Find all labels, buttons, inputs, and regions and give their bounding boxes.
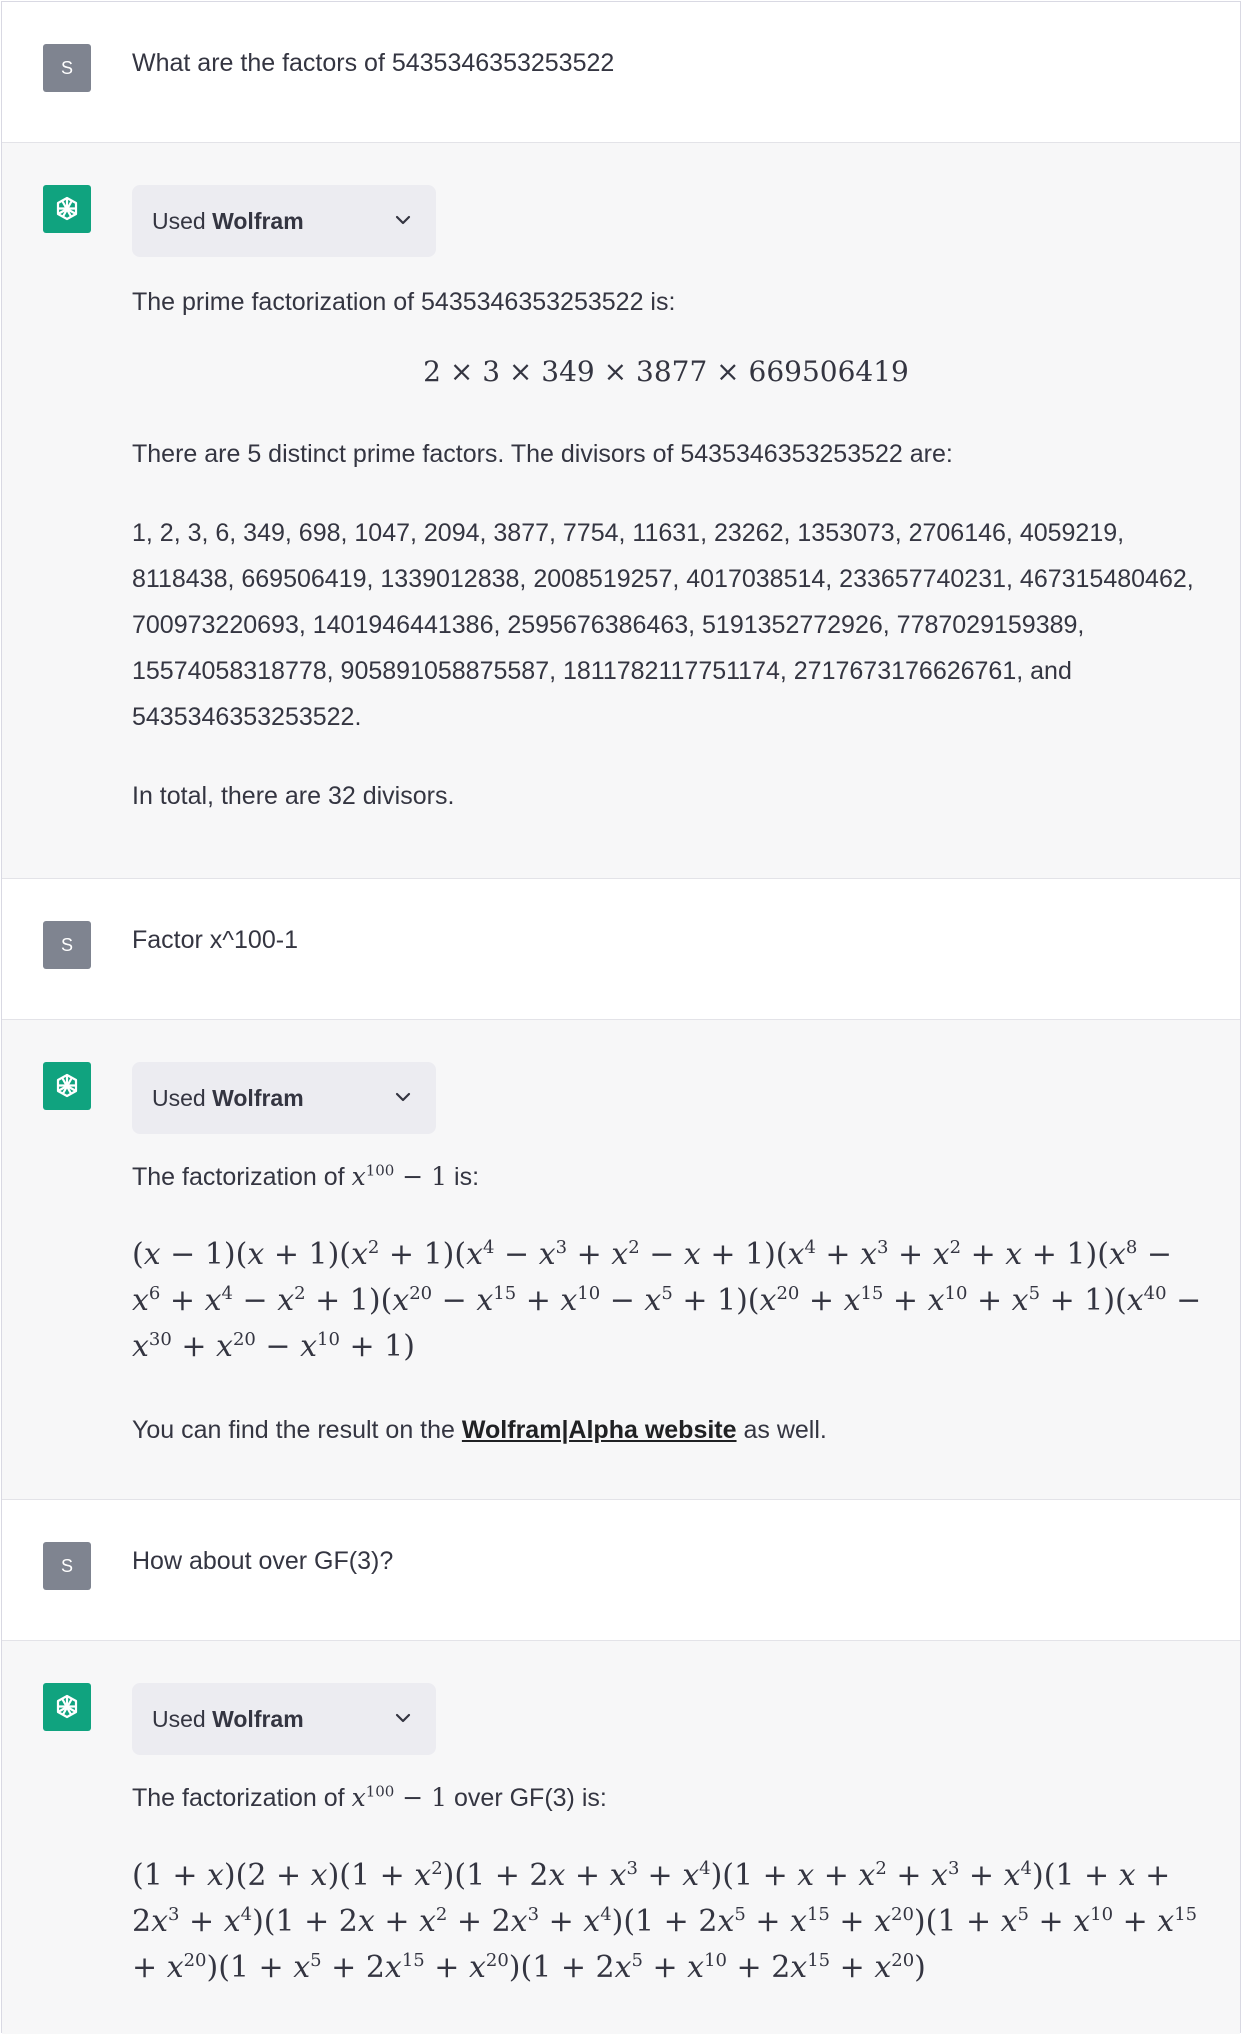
tool-name: Wolfram [212, 1084, 304, 1111]
assistant-message-3 [2, 1641, 1240, 2034]
intro-prefix: The factorization of [132, 1163, 345, 1191]
intro-suffix: is: [454, 1163, 480, 1191]
result-note [132, 1407, 1200, 1453]
user-message-text: Factor x^100-1 [132, 926, 298, 954]
polynomial-expression: $x^{100} - 1$ [351, 1161, 448, 1191]
factorization-intro [132, 1775, 1200, 1821]
assistant-message-2 [2, 1020, 1240, 1500]
tool-name: Wolfram [212, 207, 304, 234]
tool-name: Wolfram [212, 1705, 304, 1732]
user-avatar: S [43, 921, 91, 969]
chevron-down-icon [392, 1707, 414, 1729]
intro-suffix: over GF(3) is: [454, 1784, 607, 1812]
chatgpt-logo-icon [43, 185, 91, 233]
used-wolfram-dropdown[interactable] [132, 1683, 436, 1755]
used-wolfram-dropdown[interactable] [132, 185, 436, 257]
chatgpt-logo-icon [43, 1683, 91, 1731]
divisors-total: In total, there are 32 divisors. [132, 782, 455, 810]
tool-prefix: Used [152, 207, 206, 234]
user-message-text: What are the factors of 5435346353253522 [132, 49, 615, 77]
divisors-intro: There are 5 distinct prime factors. The divisors of 5435346353253522 are: [132, 440, 953, 468]
used-wolfram-dropdown[interactable] [132, 1062, 436, 1134]
factorization-intro [132, 1154, 1200, 1200]
user-message-1 [2, 2, 1240, 143]
divisors-list: 1, 2, 3, 6, 349, 698, 1047, 2094, 3877, 7754, 11631, 23262, 1353073, 2706146, 4059219, 8118438, 669506419, 1339012838, 2008519257, 4017038514, 233657740231, 467315480462, 700973220693, 1401946441386, 2595676386463, 5191352772926, 7787029159389, 15574058318778, 905891058875587, 1811782117751174, 2717673176626761, and 5435346353253522. [132, 519, 1194, 731]
user-message-3 [2, 1500, 1240, 1641]
polynomial-expression: $x^{100} - 1$ [351, 1782, 448, 1812]
wolfram-alpha-link[interactable]: Wolfram|Alpha website [461, 1416, 737, 1444]
user-message-2 [2, 879, 1240, 1020]
intro-prefix: The factorization of [132, 1784, 345, 1812]
factorization-result: $(x - 1)(x + 1)(x^2 + 1)(x^4 - x^3 + x^2 - x + 1)(x^4 + x^3 + x^2 + x + 1)(x^8 - x^6 + x^4 - x^2 + 1)(x^{20} - x^{15} + x^{10} - x^5 + 1)(x^{20} + x^{15} + x^{10} + x^5 + 1)(x^{40} - x^{30} + x^{20} - x^{10} + 1)$ [132, 1237, 1202, 1364]
user-message-text: How about over GF(3)? [132, 1547, 394, 1575]
prime-factorization: 2 × 3 × 349 × 3877 × 669506419 [423, 355, 909, 388]
note-suffix: as well. [743, 1416, 827, 1444]
note-prefix: You can find the result on the [132, 1416, 455, 1444]
gf3-factorization-result: (1 + $x)(2 + x)(1 + x^2)(1 + 2x + x^3 + x^4)(1 + x + x^2 + x^3 + x^4)(1 + x + 2x^3 + x^4)(1 + 2x + x^2 + 2x^3 + x^4)(1 + 2x^5 + x^{15} + x^{20})(1 + x^5 + x^{10} + x^{15} + x^{20})(1 + x^5 + 2x^{15} + x^{20})(1 + 2x^5 + x^{10} + 2x^{15} + x^{20})$ [132, 1858, 1198, 1985]
user-avatar: S [43, 44, 91, 92]
chatgpt-logo-icon [43, 1062, 91, 1110]
chat-frame [1, 1, 1241, 2033]
tool-prefix: Used [152, 1084, 206, 1111]
factorization-intro: The prime factorization of 5435346353253522 is: [132, 288, 676, 316]
assistant-message-1 [2, 143, 1240, 879]
chevron-down-icon [392, 209, 414, 231]
user-avatar: S [43, 1542, 91, 1590]
tool-prefix: Used [152, 1705, 206, 1732]
chevron-down-icon [392, 1086, 414, 1108]
